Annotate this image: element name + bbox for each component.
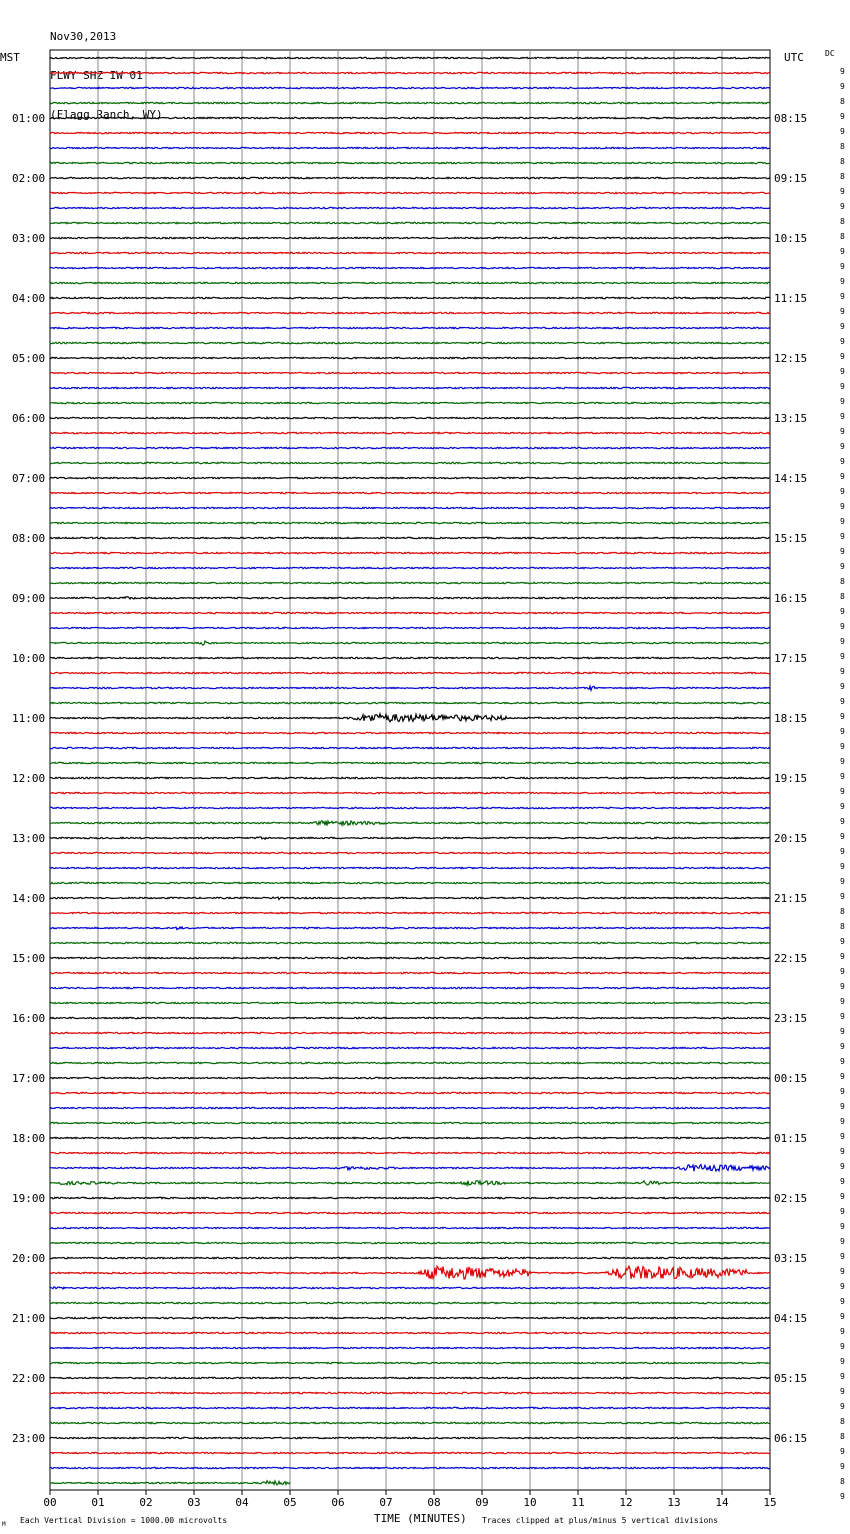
scale-note: Each Vertical Division = 1000.00 microvolts <box>20 1516 228 1525</box>
left-hour-label: 15:00 <box>12 952 46 965</box>
row-digit-label: 9 <box>840 667 845 676</box>
right-hour-label: 20:15 <box>774 832 808 845</box>
row-digit-label: 9 <box>840 382 845 391</box>
right-hour-label: 10:15 <box>774 232 808 245</box>
x-tick-label: 14 <box>715 1496 729 1509</box>
row-digit-label: 9 <box>840 832 845 841</box>
row-digit-label: 9 <box>840 307 845 316</box>
row-digit-label: 9 <box>840 1297 845 1306</box>
trace-row-66 <box>50 1047 770 1048</box>
row-digit-label: 9 <box>840 187 845 196</box>
right-timezone-label: UTC <box>784 51 804 64</box>
right-hour-label: 18:15 <box>774 712 808 725</box>
right-hour-label: 04:15 <box>774 1312 808 1325</box>
right-hour-label: 19:15 <box>774 772 808 785</box>
trace-row-29 <box>50 492 770 493</box>
trace-row-70 <box>50 1107 770 1108</box>
trace-row-82 <box>50 1287 770 1289</box>
x-tick-label: 15 <box>763 1496 777 1509</box>
trace-row-50 <box>50 807 770 808</box>
row-digit-label: 9 <box>840 982 845 991</box>
trace-row-4 <box>50 117 770 118</box>
row-digit-label: 9 <box>840 1147 845 1156</box>
left-hour-label: 12:00 <box>12 772 46 785</box>
left-hour-label: 18:00 <box>12 1132 46 1145</box>
left-hour-label: 17:00 <box>12 1072 46 1085</box>
right-hour-label: 16:15 <box>774 592 808 605</box>
right-hour-label: 12:15 <box>774 352 808 365</box>
x-tick-label: 04 <box>235 1496 249 1509</box>
trace-row-86 <box>50 1347 770 1348</box>
row-digit-label: 9 <box>840 682 845 691</box>
row-digit-label: 9 <box>840 292 845 301</box>
left-hour-label: 22:00 <box>12 1372 46 1385</box>
trace-row-22 <box>50 387 770 388</box>
trace-row-53 <box>50 852 770 853</box>
row-digit-label: 8 <box>840 1477 845 1486</box>
right-hour-label: 02:15 <box>774 1192 808 1205</box>
trace-row-92 <box>50 1437 770 1438</box>
clip-note: Traces clipped at plus/minus 5 vertical divisions <box>482 1516 719 1525</box>
row-digit-label: 8 <box>840 232 845 241</box>
row-digit-label: 9 <box>840 742 845 751</box>
row-digit-label: 9 <box>840 262 845 271</box>
trace-row-32 <box>50 537 770 538</box>
trace-row-11 <box>50 222 770 223</box>
row-digit-label: 9 <box>840 1222 845 1231</box>
left-hour-label: 16:00 <box>12 1012 46 1025</box>
x-tick-label: 00 <box>43 1496 57 1509</box>
chart-station: FLWY SHZ IW 01 <box>50 69 143 82</box>
trace-row-62 <box>50 987 770 988</box>
x-tick-label: 06 <box>331 1496 345 1509</box>
trace-row-18 <box>50 327 770 328</box>
trace-row-41 <box>50 672 770 673</box>
trace-row-74 <box>50 1165 770 1172</box>
x-tick-label: 13 <box>667 1496 681 1509</box>
row-digit-label: 9 <box>840 397 845 406</box>
right-hour-label: 15:15 <box>774 532 808 545</box>
row-digit-label: 9 <box>840 247 845 256</box>
row-digit-label: 9 <box>840 637 845 646</box>
row-digit-label: 9 <box>840 1312 845 1321</box>
row-digit-label: 8 <box>840 157 845 166</box>
chart-location: (Flagg Ranch, WY) <box>50 108 163 121</box>
row-digit-label: 8 <box>840 592 845 601</box>
left-hour-label: 14:00 <box>12 892 46 905</box>
left-hour-label: 11:00 <box>12 712 46 725</box>
row-digit-label: 9 <box>840 322 845 331</box>
row-digit-label: 8 <box>840 97 845 106</box>
right-hour-label: 13:15 <box>774 412 808 425</box>
trace-row-85 <box>50 1332 770 1333</box>
trace-row-24 <box>50 417 770 418</box>
right-hour-label: 23:15 <box>774 1012 808 1025</box>
trace-row-77 <box>50 1212 770 1213</box>
dc-label: DC <box>825 49 835 58</box>
trace-row-37 <box>50 612 770 613</box>
row-digit-label: 9 <box>840 1447 845 1456</box>
trace-row-17 <box>50 312 770 313</box>
right-hour-label: 06:15 <box>774 1432 808 1445</box>
trace-row-12 <box>50 237 770 238</box>
left-hour-label: 21:00 <box>12 1312 46 1325</box>
left-hour-label: 03:00 <box>12 232 46 245</box>
row-digit-label: 9 <box>840 757 845 766</box>
x-tick-label: 10 <box>523 1496 537 1509</box>
left-hour-label: 02:00 <box>12 172 46 185</box>
right-hour-label: 21:15 <box>774 892 808 905</box>
trace-row-93 <box>50 1452 770 1453</box>
right-hour-label: 00:15 <box>774 1072 808 1085</box>
left-hour-label: 20:00 <box>12 1252 46 1265</box>
trace-row-54 <box>50 867 770 868</box>
trace-row-39 <box>50 641 770 645</box>
trace-row-42 <box>50 686 770 690</box>
trace-row-52 <box>50 837 770 839</box>
row-digit-label: 9 <box>840 67 845 76</box>
row-digit-label: 9 <box>840 1462 845 1471</box>
row-digit-label: 9 <box>840 202 845 211</box>
row-digit-label: 9 <box>840 1207 845 1216</box>
x-tick-label: 03 <box>187 1496 201 1509</box>
row-digit-label: 9 <box>840 1042 845 1051</box>
row-digit-label: 8 <box>840 142 845 151</box>
left-timezone-label: MST <box>0 51 20 64</box>
trace-row-9 <box>50 192 770 193</box>
trace-row-49 <box>50 792 770 793</box>
trace-row-27 <box>50 462 770 463</box>
trace-row-13 <box>50 252 770 253</box>
trace-row-76 <box>50 1197 770 1198</box>
trace-row-95 <box>50 1481 290 1485</box>
trace-row-69 <box>50 1092 770 1093</box>
row-digit-label: 9 <box>840 112 845 121</box>
right-hour-label: 09:15 <box>774 172 808 185</box>
row-digit-label: 9 <box>840 1132 845 1141</box>
row-digit-label: 9 <box>840 1267 845 1276</box>
x-tick-label: 11 <box>571 1496 585 1509</box>
trace-row-91 <box>50 1422 770 1423</box>
row-digit-label: 9 <box>840 727 845 736</box>
row-digit-label: 9 <box>840 127 845 136</box>
trace-row-90 <box>50 1407 770 1408</box>
left-hour-label: 07:00 <box>12 472 46 485</box>
right-hour-label: 11:15 <box>774 292 808 305</box>
row-digit-label: 9 <box>840 1372 845 1381</box>
row-digit-label: 9 <box>840 547 845 556</box>
trace-row-59 <box>50 942 770 943</box>
right-hour-label: 14:15 <box>774 472 808 485</box>
right-hour-label: 05:15 <box>774 1372 808 1385</box>
row-digit-label: 9 <box>840 607 845 616</box>
row-digit-label: 9 <box>840 652 845 661</box>
x-tick-label: 12 <box>619 1496 633 1509</box>
trace-row-56 <box>50 897 770 900</box>
row-digit-label: 9 <box>840 367 845 376</box>
x-tick-label: 07 <box>379 1496 393 1509</box>
trace-row-78 <box>50 1227 770 1228</box>
trace-row-30 <box>50 507 770 508</box>
trace-row-20 <box>50 357 770 358</box>
trace-row-16 <box>50 297 770 298</box>
row-digit-label: 9 <box>840 532 845 541</box>
trace-row-36 <box>50 597 770 599</box>
x-tick-label: 05 <box>283 1496 297 1509</box>
row-digit-label: 8 <box>840 577 845 586</box>
row-digit-label: 8 <box>840 922 845 931</box>
left-hour-label: 01:00 <box>12 112 46 125</box>
trace-row-5 <box>50 132 770 133</box>
trace-row-40 <box>50 657 770 658</box>
row-digit-label: 9 <box>840 967 845 976</box>
trace-row-26 <box>50 447 770 448</box>
right-hour-label: 01:15 <box>774 1132 808 1145</box>
row-digit-label: 9 <box>840 1402 845 1411</box>
x-tick-label: 09 <box>475 1496 489 1509</box>
trace-row-28 <box>50 477 770 478</box>
row-digit-label: 9 <box>840 1237 845 1246</box>
trace-row-68 <box>50 1077 770 1078</box>
x-tick-label: 02 <box>139 1496 153 1509</box>
trace-row-15 <box>50 282 770 283</box>
row-digit-label: 9 <box>840 1087 845 1096</box>
trace-row-71 <box>50 1122 770 1123</box>
row-digit-label: 9 <box>840 337 845 346</box>
row-digit-label: 8 <box>840 1432 845 1441</box>
trace-row-63 <box>50 1002 770 1003</box>
trace-row-19 <box>50 342 770 343</box>
x-axis-label: TIME (MINUTES) <box>374 1512 467 1525</box>
trace-row-44 <box>50 714 770 722</box>
trace-row-55 <box>50 882 770 883</box>
trace-row-84 <box>50 1317 770 1318</box>
row-digit-label: 9 <box>840 502 845 511</box>
trace-row-81 <box>50 1266 770 1279</box>
row-digit-label: 9 <box>840 1342 845 1351</box>
trace-row-21 <box>50 372 770 373</box>
trace-row-47 <box>50 762 770 763</box>
trace-row-38 <box>50 627 770 628</box>
trace-row-14 <box>50 267 770 268</box>
trace-row-60 <box>50 957 770 958</box>
trace-row-8 <box>50 177 770 178</box>
trace-row-65 <box>50 1032 770 1033</box>
right-hour-label: 03:15 <box>774 1252 808 1265</box>
row-digit-label: 9 <box>840 1192 845 1201</box>
row-digit-label: 9 <box>840 487 845 496</box>
trace-row-79 <box>50 1242 770 1243</box>
trace-row-61 <box>50 972 770 973</box>
left-hour-label: 08:00 <box>12 532 46 545</box>
row-digit-label: 9 <box>840 787 845 796</box>
right-hour-label: 17:15 <box>774 652 808 665</box>
row-digit-label: 9 <box>840 847 845 856</box>
row-digit-label: 9 <box>840 817 845 826</box>
row-digit-label: 9 <box>840 517 845 526</box>
trace-row-67 <box>50 1062 770 1063</box>
x-tick-label: 01 <box>91 1496 105 1509</box>
trace-row-0 <box>50 57 770 58</box>
trace-row-73 <box>50 1152 770 1153</box>
row-digit-label: 9 <box>840 1117 845 1126</box>
trace-row-88 <box>50 1377 770 1378</box>
trace-row-48 <box>50 777 770 778</box>
row-digit-label: 9 <box>840 1102 845 1111</box>
row-digit-label: 8 <box>840 907 845 916</box>
row-digit-label: 9 <box>840 1057 845 1066</box>
left-hour-label: 05:00 <box>12 352 46 365</box>
row-digit-label: 8 <box>840 217 845 226</box>
trace-row-6 <box>50 147 770 148</box>
row-digit-label: 9 <box>840 352 845 361</box>
row-digit-label: 9 <box>840 1252 845 1261</box>
row-digit-label: 9 <box>840 1162 845 1171</box>
row-digit-label: 9 <box>840 772 845 781</box>
row-digit-label: 9 <box>840 1387 845 1396</box>
left-hour-label: 13:00 <box>12 832 46 845</box>
row-digit-label: 8 <box>840 1417 845 1426</box>
trace-row-58 <box>50 927 770 930</box>
left-hour-label: 09:00 <box>12 592 46 605</box>
left-hour-label: 04:00 <box>12 292 46 305</box>
trace-row-51 <box>50 821 770 826</box>
trace-row-94 <box>50 1467 770 1468</box>
row-digit-label: 9 <box>840 1072 845 1081</box>
trace-row-7 <box>50 162 770 163</box>
row-digit-label: 9 <box>840 802 845 811</box>
trace-row-35 <box>50 582 770 583</box>
row-digit-label: 9 <box>840 877 845 886</box>
row-digit-label: 9 <box>840 1492 845 1501</box>
trace-row-43 <box>50 702 770 703</box>
row-digit-label: 9 <box>840 1012 845 1021</box>
row-digit-label: 9 <box>840 442 845 451</box>
trace-row-80 <box>50 1257 770 1258</box>
trace-row-25 <box>50 432 770 433</box>
left-hour-label: 23:00 <box>12 1432 46 1445</box>
chart-date: Nov30,2013 <box>50 30 117 43</box>
trace-row-75 <box>50 1181 770 1186</box>
trace-row-83 <box>50 1302 770 1303</box>
row-digit-label: 9 <box>840 1027 845 1036</box>
row-digit-label: 9 <box>840 277 845 286</box>
trace-row-10 <box>50 207 770 208</box>
row-digit-label: 8 <box>840 172 845 181</box>
trace-row-45 <box>50 732 770 733</box>
row-digit-label: 9 <box>840 457 845 466</box>
trace-row-72 <box>50 1137 770 1138</box>
row-digit-label: 9 <box>840 937 845 946</box>
trace-row-46 <box>50 747 770 748</box>
row-digit-label: 9 <box>840 472 845 481</box>
right-hour-label: 08:15 <box>774 112 808 125</box>
trace-row-64 <box>50 1017 770 1018</box>
row-digit-label: 9 <box>840 862 845 871</box>
trace-row-3 <box>50 102 770 103</box>
trace-row-23 <box>50 402 770 403</box>
row-digit-label: 9 <box>840 622 845 631</box>
left-hour-label: 06:00 <box>12 412 46 425</box>
left-hour-label: 19:00 <box>12 1192 46 1205</box>
row-digit-label: 9 <box>840 82 845 91</box>
row-digit-label: 9 <box>840 427 845 436</box>
row-digit-label: 9 <box>840 562 845 571</box>
row-digit-label: 9 <box>840 412 845 421</box>
row-digit-label: 9 <box>840 1357 845 1366</box>
row-digit-label: 9 <box>840 697 845 706</box>
row-digit-label: 9 <box>840 1282 845 1291</box>
trace-row-1 <box>50 72 770 73</box>
trace-row-87 <box>50 1362 770 1363</box>
trace-row-57 <box>50 912 770 913</box>
trace-row-89 <box>50 1392 770 1393</box>
row-digit-label: 9 <box>840 892 845 901</box>
trace-row-2 <box>50 87 770 88</box>
right-hour-label: 22:15 <box>774 952 808 965</box>
row-digit-label: 9 <box>840 997 845 1006</box>
x-tick-label: 08 <box>427 1496 441 1509</box>
trace-row-33 <box>50 552 770 553</box>
row-digit-label: 9 <box>840 1327 845 1336</box>
row-digit-label: 9 <box>840 1177 845 1186</box>
row-digit-label: 9 <box>840 712 845 721</box>
trace-row-31 <box>50 522 770 523</box>
trace-row-34 <box>50 567 770 568</box>
left-hour-label: 10:00 <box>12 652 46 665</box>
footer-corner-mark: M <box>2 1521 6 1528</box>
row-digit-label: 9 <box>840 952 845 961</box>
